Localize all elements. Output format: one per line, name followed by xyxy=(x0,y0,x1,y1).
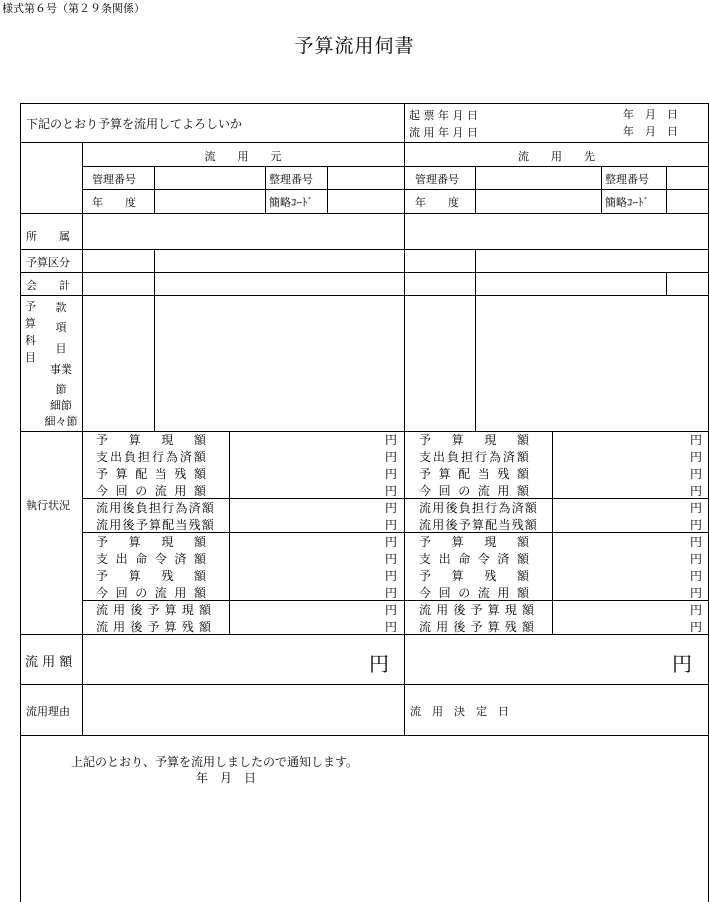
source-execution-row-yen: 円 xyxy=(385,450,398,464)
source-execution-row-yen: 円 xyxy=(385,467,398,481)
source-execution-row-label: 今 回 の 流 用 額 xyxy=(96,586,206,600)
source-execution-row-yen: 円 xyxy=(385,569,398,583)
rule xyxy=(21,684,709,685)
source-execution-row-yen: 円 xyxy=(385,501,398,515)
dest-execution-row-label: 流 用 後 予 算 残 額 xyxy=(419,620,534,634)
dest-execution-row-yen: 円 xyxy=(690,552,703,566)
source-execution-row-yen: 円 xyxy=(385,518,398,532)
decision-date-label: 流 用 決 定 日 xyxy=(410,705,509,718)
request-text: 下記のとおり予算を流用してよろしいか xyxy=(26,117,243,131)
rule xyxy=(21,295,709,296)
dest-execution-row-yen: 円 xyxy=(690,450,703,464)
dest-execution-row-label: 流 用 後 負 担 行 為 済 額 xyxy=(419,501,537,515)
rule xyxy=(82,166,709,167)
rule xyxy=(154,166,155,213)
rule xyxy=(21,213,709,214)
budget-subject-label-char: 予 xyxy=(25,300,36,313)
transfer-reason-label: 流用理由 xyxy=(26,705,70,718)
budget-subject-label-char: 科 xyxy=(25,334,36,347)
source-execution-row-label: 予 算 現 額 xyxy=(96,433,206,447)
subject-level-label: 款 xyxy=(55,301,67,314)
budget-subject-label-char: 目 xyxy=(25,351,36,364)
dest-execution-row-yen: 円 xyxy=(690,535,703,549)
rule xyxy=(601,166,602,213)
notice-text: 上記のとおり、予算を流用しましたので通知します。 xyxy=(71,755,359,769)
source-short-code-label: 簡略ｺｰﾄﾞ xyxy=(269,196,313,209)
affiliation-label: 所 属 xyxy=(26,230,70,243)
dest-mgmt-no-label: 管理番号 xyxy=(415,173,459,186)
rule xyxy=(327,166,328,213)
transfer-date-label: 流 用 年 月 日 xyxy=(409,126,478,139)
dest-header: 流 用 先 xyxy=(518,150,595,163)
transfer-amount-label: 流 用 額 xyxy=(25,655,73,670)
dest-execution-row-label: 予 算 残 額 xyxy=(419,569,529,583)
dest-execution-row-label: 支 出 命 令 済 額 xyxy=(419,552,529,566)
source-year-label: 年 度 xyxy=(92,196,136,209)
rule xyxy=(82,189,709,190)
subject-level-label: 事業 xyxy=(50,363,72,376)
dest-execution-row-yen: 円 xyxy=(690,569,703,583)
dest-year-label: 年 度 xyxy=(415,196,459,209)
source-execution-row-label: 予 算 残 額 xyxy=(96,569,206,583)
subject-level-label: 節 xyxy=(55,383,67,396)
dest-execution-row-label: 支 出 負 担 行 為 済 額 xyxy=(419,450,529,464)
dest-execution-row-yen: 円 xyxy=(690,603,703,617)
rule xyxy=(666,272,667,295)
rule xyxy=(265,166,266,213)
source-execution-row-label: 流 用 後 予 算 残 額 xyxy=(96,620,211,634)
source-execution-row-yen: 円 xyxy=(385,586,398,600)
dest-execution-row-yen: 円 xyxy=(690,501,703,515)
source-execution-row-label: 流 用 後 負 担 行 為 済 額 xyxy=(96,501,214,515)
rule xyxy=(21,272,709,273)
source-execution-row-label: 流 用 後 予 算 配 当 残 額 xyxy=(96,518,214,532)
source-execution-row-yen: 円 xyxy=(385,620,398,634)
page-title: 予算流用伺書 xyxy=(294,35,415,57)
source-execution-row-label: 流 用 後 予 算 現 額 xyxy=(96,603,211,617)
rule xyxy=(82,142,83,735)
source-execution-row-label: 予 算 現 額 xyxy=(96,535,206,549)
dest-execution-row-label: 予 算 現 額 xyxy=(419,535,529,549)
budget-subject-label-char: 算 xyxy=(25,317,36,330)
dest-execution-row-label: 流 用 後 予 算 配 当 残 額 xyxy=(419,518,537,532)
dest-execution-row-yen: 円 xyxy=(690,586,703,600)
source-execution-row-yen: 円 xyxy=(385,484,398,498)
subject-level-label: 目 xyxy=(55,342,67,355)
draft-date-label: 起 票 年 月 日 xyxy=(409,109,478,122)
subject-level-label: 項 xyxy=(55,321,67,334)
source-arrange-no-label: 整理番号 xyxy=(269,173,313,186)
subject-level-label: 細節 xyxy=(50,399,72,412)
rule xyxy=(21,142,709,143)
rule xyxy=(21,735,709,736)
subject-level-label: 細々節 xyxy=(44,415,78,428)
account-label: 会 計 xyxy=(26,279,70,292)
rule xyxy=(666,166,667,213)
dest-execution-row-yen: 円 xyxy=(690,484,703,498)
source-mgmt-no-label: 管理番号 xyxy=(92,173,136,186)
dest-execution-row-yen: 円 xyxy=(690,518,703,532)
rule xyxy=(404,104,405,735)
rule xyxy=(229,431,230,634)
dest-execution-row-yen: 円 xyxy=(690,467,703,481)
notice-date: 年 月 日 xyxy=(196,771,257,785)
dest-execution-row-label: 今 回 の 流 用 額 xyxy=(419,484,529,498)
dest-execution-row-label: 流 用 後 予 算 現 額 xyxy=(419,603,534,617)
rule xyxy=(21,249,709,250)
source-execution-row-yen: 円 xyxy=(385,603,398,617)
dest-amount-yen: 円 xyxy=(672,652,692,676)
rule xyxy=(475,249,476,431)
dest-execution-row-yen: 円 xyxy=(690,433,703,447)
source-execution-row-yen: 円 xyxy=(385,535,398,549)
draft-date-field[interactable]: 年 月 日 xyxy=(623,108,678,121)
transfer-date-field[interactable]: 年 月 日 xyxy=(623,125,678,138)
source-execution-row-yen: 円 xyxy=(385,433,398,447)
form-number-label: 様式第６号（第２９条関係） xyxy=(2,2,145,15)
dest-execution-row-yen: 円 xyxy=(690,620,703,634)
source-execution-row-yen: 円 xyxy=(385,552,398,566)
rule xyxy=(154,249,155,431)
source-execution-row-label: 支 出 負 担 行 為 済 額 xyxy=(96,450,206,464)
dest-execution-row-label: 予 算 現 額 xyxy=(419,433,529,447)
dest-arrange-no-label: 整理番号 xyxy=(605,173,649,186)
source-execution-row-label: 支 出 命 令 済 額 xyxy=(96,552,206,566)
dest-short-code-label: 簡略ｺｰﾄﾞ xyxy=(605,196,649,209)
source-execution-row-label: 今 回 の 流 用 額 xyxy=(96,484,206,498)
dest-execution-row-label: 今 回 の 流 用 額 xyxy=(419,586,529,600)
source-amount-yen: 円 xyxy=(369,652,389,676)
source-header: 流 用 元 xyxy=(204,150,282,163)
dest-execution-row-label: 予 算 配 当 残 額 xyxy=(419,467,529,481)
execution-status-label: 執行状況 xyxy=(26,499,70,512)
source-execution-row-label: 予 算 配 当 残 額 xyxy=(96,467,206,481)
rule xyxy=(475,166,476,213)
budget-division-label: 予算区分 xyxy=(26,256,70,269)
rule xyxy=(552,431,553,634)
